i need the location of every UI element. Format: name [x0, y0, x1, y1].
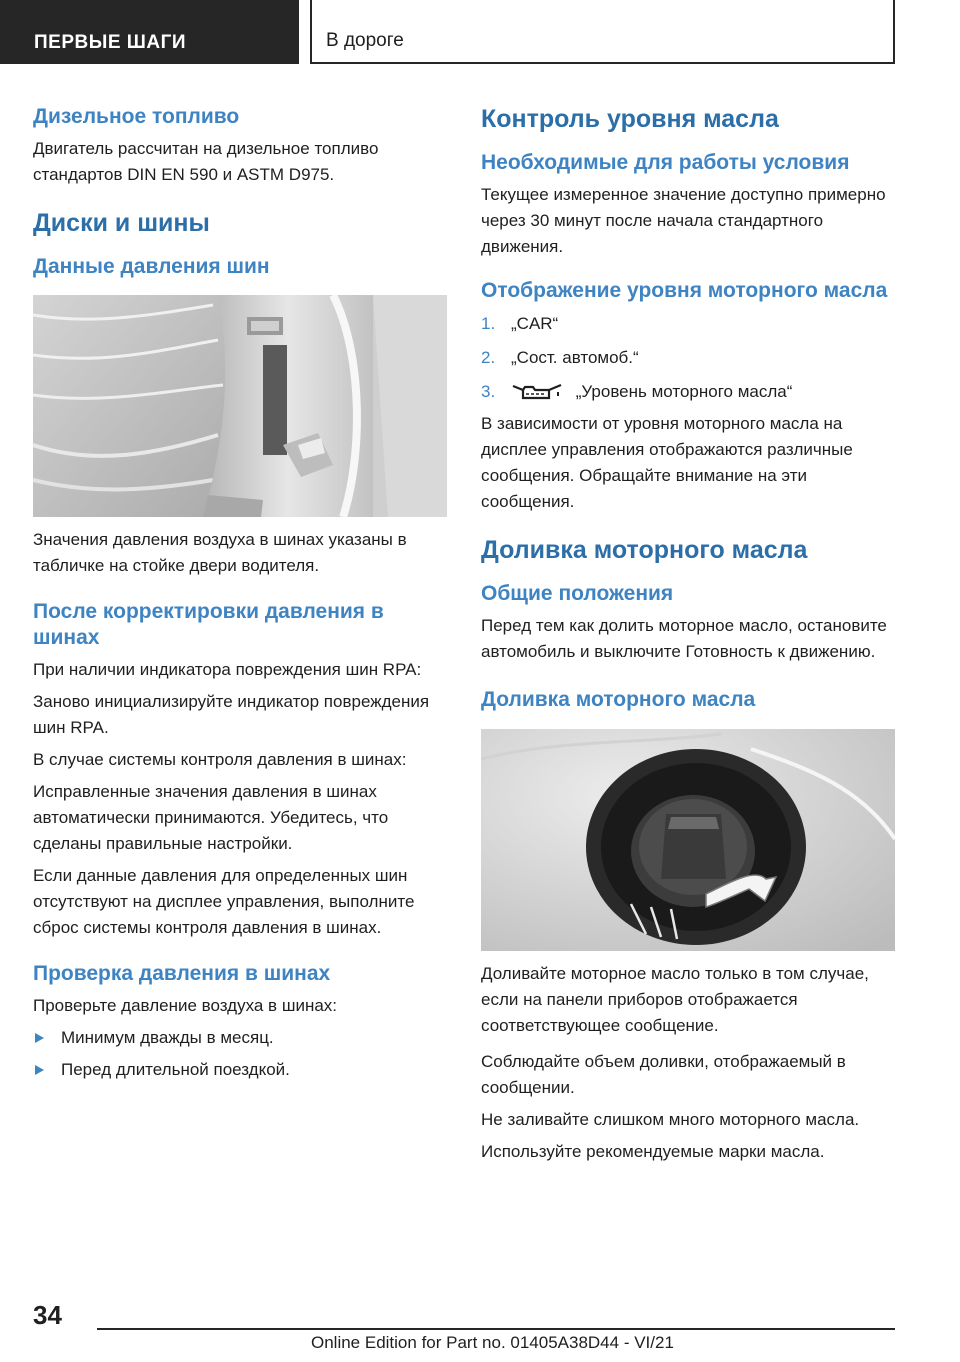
after-correction-p2: Заново инициализируйте индикатор повреждения шин RPA.	[33, 692, 430, 737]
oil-can-icon	[511, 381, 563, 403]
pressure-data-heading: Данные давления шин	[33, 255, 270, 279]
general-text: Перед тем как долить моторное масло, остановите автомобиль и выключите Готовность к движению.	[481, 615, 887, 661]
display-note: В зависимости от уровня моторного масла на дисплее управления отображаются различные сообщения. Обращайте внимание на эти сообщения.	[481, 413, 853, 511]
after-correction-p5: Если данные давления для определенных шин отсутствуют на дисплее управления, выполните сброс системы контроля давления в шинах.	[33, 866, 415, 937]
step-number: 1.	[481, 313, 496, 333]
general-heading: Общие положения	[481, 581, 674, 605]
list-item-text: Перед длительной поездкой.	[61, 1060, 290, 1080]
topup-p2: Соблюдайте объем доливки, отображаемый в сообщении.	[481, 1052, 846, 1097]
step-text: „CAR“	[511, 313, 559, 333]
list-item-text: Минимум дважды в месяц.	[61, 1028, 274, 1048]
oil-filler-cap-photo	[481, 729, 895, 951]
topup-heading: Доливка моторного масла	[481, 687, 756, 711]
topup-p4: Используйте рекомендуемые марки масла.	[481, 1142, 825, 1161]
after-correction-p3: В случае системы контроля давления в шинах:	[33, 750, 407, 769]
page-header	[0, 0, 960, 66]
after-correction-heading: После корректировки давления в шинах	[33, 599, 384, 649]
topup-p1: Доливайте моторное масло только в том случае, если на панели приборов отображается соответствующее сообщение.	[481, 964, 869, 1035]
bullet-triangle-icon	[35, 1033, 44, 1043]
section-tab[interactable]: ПЕРВЫЕ ШАГИ	[0, 0, 299, 64]
after-correction-p4: Исправленные значения давления в шинах автоматически принимаются. Убедитесь, что сделаны правильные настройки.	[33, 782, 389, 853]
step-text: „Сост. автомоб.“	[511, 347, 639, 367]
diesel-text: Двигатель рассчитан на дизельное топливо стандартов DIN EN 590 и ASTM D975.	[33, 139, 379, 185]
topup-section-heading: Доливка моторного масла	[481, 535, 808, 564]
page-number: 34	[33, 1300, 62, 1330]
topup-p3: Не заливайте слишком много моторного масла.	[481, 1110, 860, 1129]
footer-divider	[97, 1328, 895, 1330]
display-heading: Отображение уровня моторного масла	[481, 279, 888, 303]
check-intro: Проверьте давление воздуха в шинах:	[33, 996, 338, 1016]
diesel-heading: Дизельное топливо	[33, 105, 240, 128]
bullet-triangle-icon	[35, 1065, 44, 1075]
left-column	[33, 104, 447, 1083]
footer-edition: Online Edition for Part no. 01405A38D44 - VI/21	[311, 1333, 674, 1352]
step-item	[481, 311, 895, 337]
oil-level-heading: Контроль уровня масла	[481, 105, 779, 133]
step-item	[481, 379, 895, 405]
chapter-tab[interactable]: В дороге	[310, 0, 895, 64]
step-number: 2.	[481, 347, 496, 367]
conditions-text: Текущее измеренное значение доступно примерно через 30 минут после начала стандартного движения.	[481, 185, 886, 257]
pressure-caption: Значения давления воздуха в шинах указаны в табличке на стойке двери водителя.	[33, 529, 407, 575]
conditions-heading: Необходимые для работы условия	[481, 151, 850, 174]
right-column	[481, 104, 895, 1165]
step-text: „Уровень моторного масла“	[575, 381, 793, 401]
list-item	[33, 1025, 447, 1051]
after-correction-p1: При наличии индикатора повреждения шин RPA:	[33, 660, 422, 679]
step-item	[481, 345, 895, 371]
check-heading: Проверка давления в шинах	[33, 962, 331, 985]
tires-heading: Диски и шины	[33, 209, 210, 238]
step-number: 3.	[481, 381, 496, 401]
door-pillar-photo	[33, 295, 447, 517]
list-item	[33, 1057, 447, 1083]
